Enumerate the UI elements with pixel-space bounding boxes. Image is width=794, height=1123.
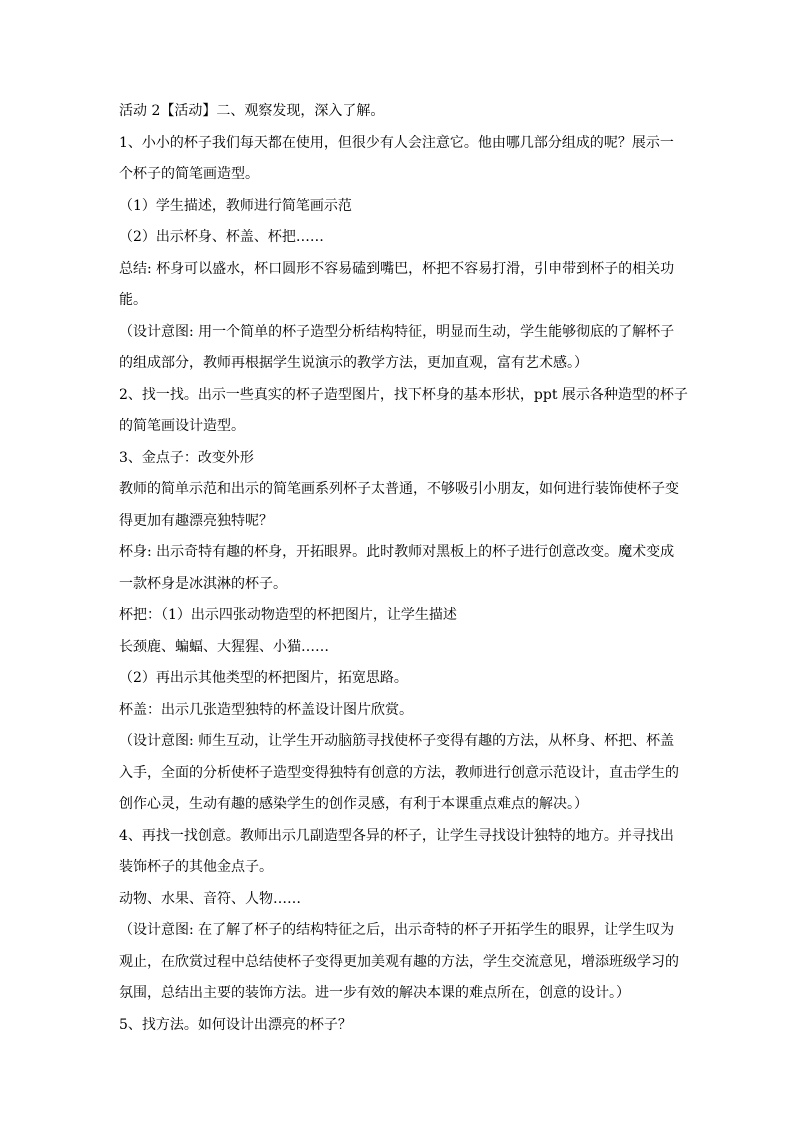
design-intent-line: 的组成部分，教师再根据学生说演示的教学方法，更加直观，富有艺术感。） [119,355,588,371]
paragraph-line: （2）出示杯身、杯盖、杯把…… [119,229,324,245]
design-intent-line: 入手，全面的分析使杯子造型变得独特有创意的方法，教师进行创意示范设计，直击学生的 [119,764,679,781]
paragraph-line: 一款杯身是冰淇淋的杯子。 [119,575,287,592]
design-intent-line: （设计意图: 师生互动，让学生开动脑筋寻找使杯子变得有趣的方法，从杯身、杯把、杯盖 [119,733,675,749]
paragraph-line: 2、找一找。出示一些真实的杯子造型图片，找下杯身的基本形状，ppt 展示各种造型的杯子 [119,386,688,403]
paragraph-line: 教师的简单示范和出示的简笔画系列杯子太普通，不够吸引小朋友，如何进行装饰使杯子变 [119,481,679,497]
paragraph-line: 能。 [119,292,147,308]
design-intent-line: 氛围，总结出主要的装饰方法。进一步有效的解决本课的难点所在，创意的设计。） [119,985,630,1001]
design-intent-line: 观止，在欣赏过程中总结使杯子变得更加美观有趣的方法，学生交流意见，增添班级学习的 [119,953,679,970]
paragraph-line: （2）再出示其他类型的杯把图片，拓宽思路。 [119,670,408,686]
design-intent-line: （设计意图: 在了解了杯子的结构特征之后，出示奇特的杯子开拓学生的眼界，让学生叹为 [119,922,675,938]
paragraph-line: 杯身: 出示奇特有趣的杯身，开拓眼界。此时教师对黑板上的杯子进行创意改变。魔术变成 [119,544,675,560]
design-intent-line: （设计意图: 用一个简单的杯子造型分析结构特征，明显而生动，学生能够彻底的了解杯子 [119,323,675,340]
paragraph-line: 4、再找一找创意。教师出示几副造型各异的杯子，让学生寻找设计独特的地方。并寻找出 [119,827,674,844]
paragraph-line: 杯盖：出示几张造型独特的杯盖设计图片欣赏。 [119,701,413,718]
paragraph-line: 动物、水果、音符、人物…… [119,890,301,907]
paragraph-line: 个杯子的简笔画造型。 [119,166,259,182]
paragraph-line: （1）学生描述，教师进行简笔画示范 [119,197,352,214]
paragraph-line: 5、找方法。如何设计出漂亮的杯子？ [119,1016,352,1033]
paragraph-line: 1、小小的杯子我们每天都在使用，但很少有人会注意它。他由哪几部分组成的呢？展示一 [119,134,674,151]
paragraph-line: 杯把：（1）出示四张动物造型的杯把图片，让学生描述 [119,607,457,623]
paragraph-line: 长颈鹿、蝙蝠、大猩猩、小猫…… [119,638,329,655]
paragraph-line: 3、金点子：改变外形 [119,449,254,466]
paragraph-line: 得更加有趣漂亮独特呢？ [119,512,273,529]
paragraph-line: 装饰杯子的其他金点子。 [119,859,273,875]
document-body [119,96,688,1041]
design-intent-line: 创作心灵，生动有趣的感染学生的创作灵感，有利于本课重点难点的解决。） [119,796,588,812]
paragraph-line: 的简笔画设计造型。 [119,418,245,434]
activity-heading: 活动 2【活动】二、观察发现，深入了解。 [119,103,385,119]
paragraph-line: 总结: 杯身可以盛水，杯口圆形不容易磕到嘴巴，杯把不容易打滑，引申带到杯子的相关功 [119,260,675,277]
